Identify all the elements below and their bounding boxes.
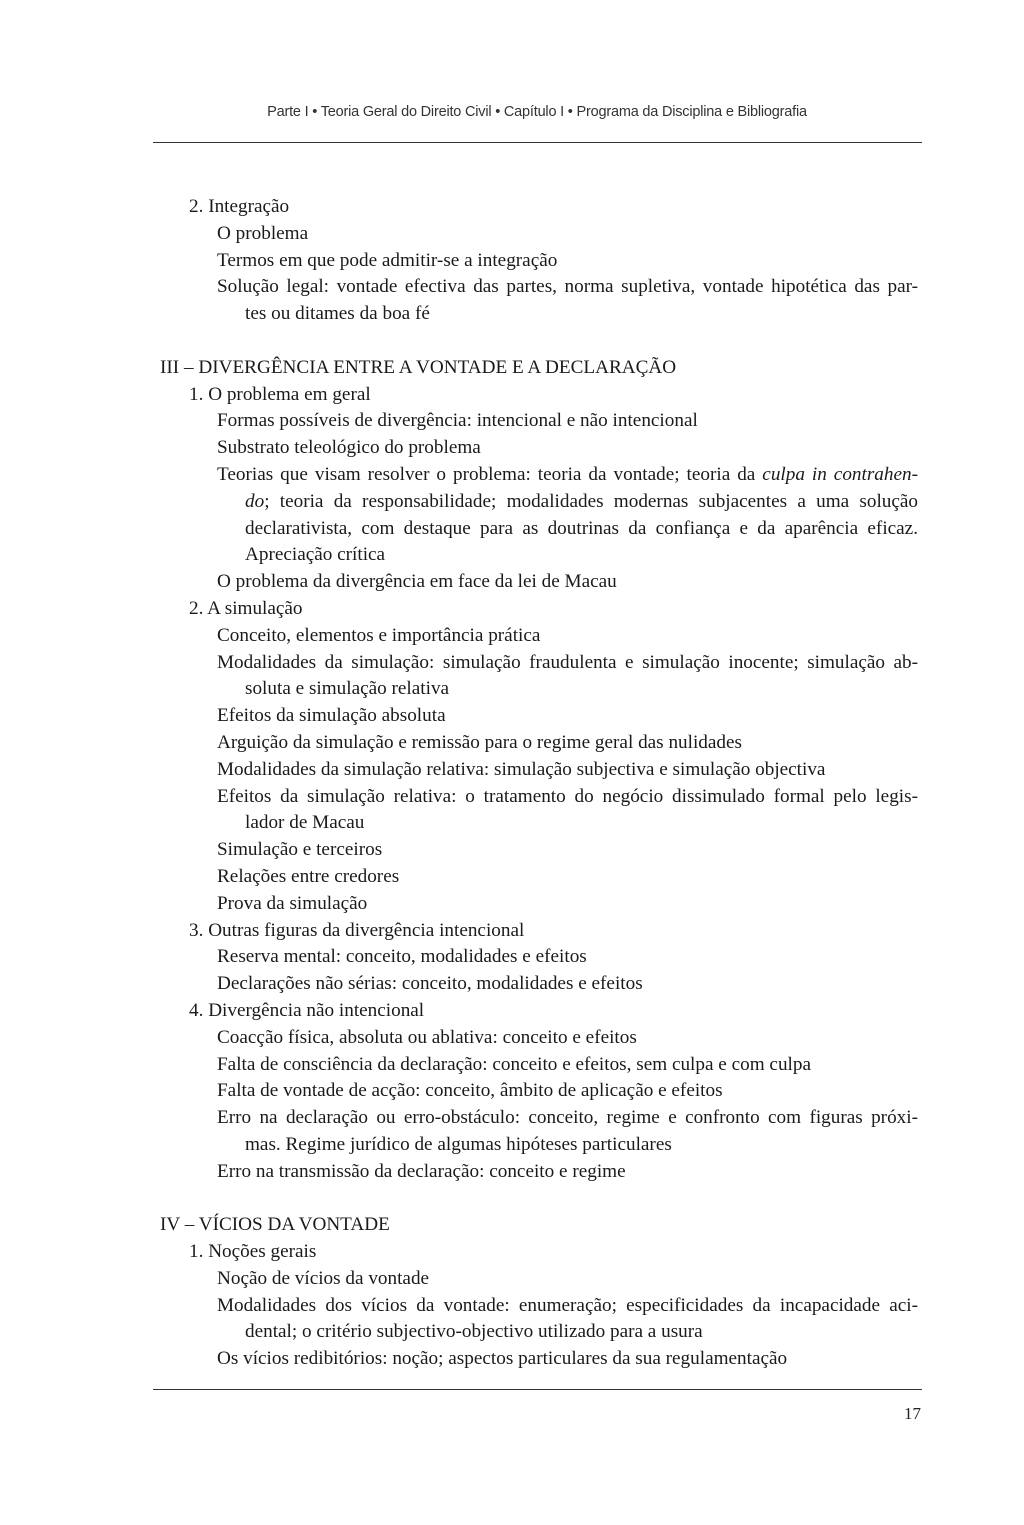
list-item-continuation <box>160 489 920 516</box>
list-item: Modalidades dos vícios da vontade: enumeração; especificidades da incapacidade aci- <box>217 1294 918 1316</box>
list-item-continuation: Apreciação crítica <box>245 544 386 566</box>
spacer <box>160 1185 920 1212</box>
chapter-heading: IV – VÍCIOS DA VONTADE <box>160 1214 390 1236</box>
footer-rule <box>153 1389 922 1390</box>
list-item: Substrato teleológico do problema <box>217 437 481 459</box>
section-heading: 4. Divergência não intencional <box>189 999 425 1021</box>
section-heading: 1. O problema em geral <box>189 383 371 405</box>
chapter-heading: III – DIVERGÊNCIA ENTRE A VONTADE E A DECLARAÇÃO <box>160 356 677 378</box>
list-item: Prova da simulação <box>217 892 368 914</box>
list-item: Solução legal: vontade efectiva das partes, norma supletiva, vontade hipotética das par- <box>217 276 918 298</box>
list-item: O problema <box>217 222 309 244</box>
running-header: Parte I • Teoria Geral do Direito Civil • Capítulo I • Programa da Disciplina e Bibliografia <box>267 104 807 120</box>
list-item: Efeitos da simulação relativa: o tratamento do negócio dissimulado formal pelo legis- <box>217 785 918 807</box>
list-item: Declarações não sérias: conceito, modalidades e efeitos <box>217 973 643 995</box>
list-item: Erro na transmissão da declaração: conceito e regime <box>217 1160 626 1182</box>
list-item: Termos em que pode admitir-se a integração <box>217 249 558 271</box>
list-item: Efeitos da simulação absoluta <box>217 705 446 727</box>
list-item-continuation: tes ou ditames da boa fé <box>245 303 430 325</box>
list-item <box>160 462 920 489</box>
list-item: O problema da divergência em face da lei de Macau <box>217 571 617 593</box>
italic-term: culpa in contrahen- <box>762 463 918 485</box>
list-item: Falta de consciência da declaração: conceito e efeitos, sem culpa e com culpa <box>217 1053 811 1075</box>
header-rule <box>153 142 922 143</box>
list-item-text: ; teoria da responsabilidade; modalidades modernas subjacentes a uma solução <box>264 490 918 512</box>
list-item: Formas possíveis de divergência: intencional e não intencional <box>217 410 698 432</box>
italic-term: do <box>245 490 265 512</box>
list-item: Arguição da simulação e remissão para o regime geral das nulidades <box>217 731 742 753</box>
list-item-continuation: lador de Macau <box>245 812 365 834</box>
list-item: Modalidades da simulação relativa: simulação subjectiva e simulação objectiva <box>217 758 826 780</box>
page-number: 17 <box>904 1404 921 1423</box>
section-heading: 3. Outras figuras da divergência intencional <box>189 919 525 941</box>
list-item: Conceito, elementos e importância prática <box>217 624 541 646</box>
list-item-continuation: mas. Regime jurídico de algumas hipóteses particulares <box>245 1133 672 1155</box>
list-item: Modalidades da simulação: simulação fraudulenta e simulação inocente; simulação ab- <box>217 651 918 673</box>
list-item: Relações entre credores <box>217 865 400 887</box>
list-item-continuation: declarativista, com destaque para as doutrinas da confiança e da aparência eficaz. <box>245 517 918 539</box>
section-heading: 2. A simulação <box>189 597 303 619</box>
list-item-text: Teorias que visam resolver o problema: teoria da vontade; teoria da <box>217 463 763 485</box>
spacer <box>160 328 920 355</box>
list-item: Simulação e terceiros <box>217 839 383 861</box>
list-item: Os vícios redibitórios: noção; aspectos particulares da sua regulamentação <box>217 1348 788 1370</box>
list-item: Reserva mental: conceito, modalidades e efeitos <box>217 946 587 968</box>
section-heading: 1. Noções gerais <box>189 1241 317 1263</box>
list-item: Falta de vontade de acção: conceito, âmbito de aplicação e efeitos <box>217 1080 723 1102</box>
page-body <box>160 194 920 1373</box>
list-item: Erro na declaração ou erro-obstáculo: conceito, regime e confronto com figuras próxi- <box>217 1107 918 1129</box>
list-item: Noção de vícios da vontade <box>217 1267 430 1289</box>
list-item: Coacção física, absoluta ou ablativa: conceito e efeitos <box>217 1026 637 1048</box>
list-item-continuation: dental; o critério subjectivo-objectivo utilizado para a usura <box>245 1321 703 1343</box>
section-heading: 2. Integração <box>189 196 290 217</box>
list-item-continuation: soluta e simulação relativa <box>245 678 450 700</box>
